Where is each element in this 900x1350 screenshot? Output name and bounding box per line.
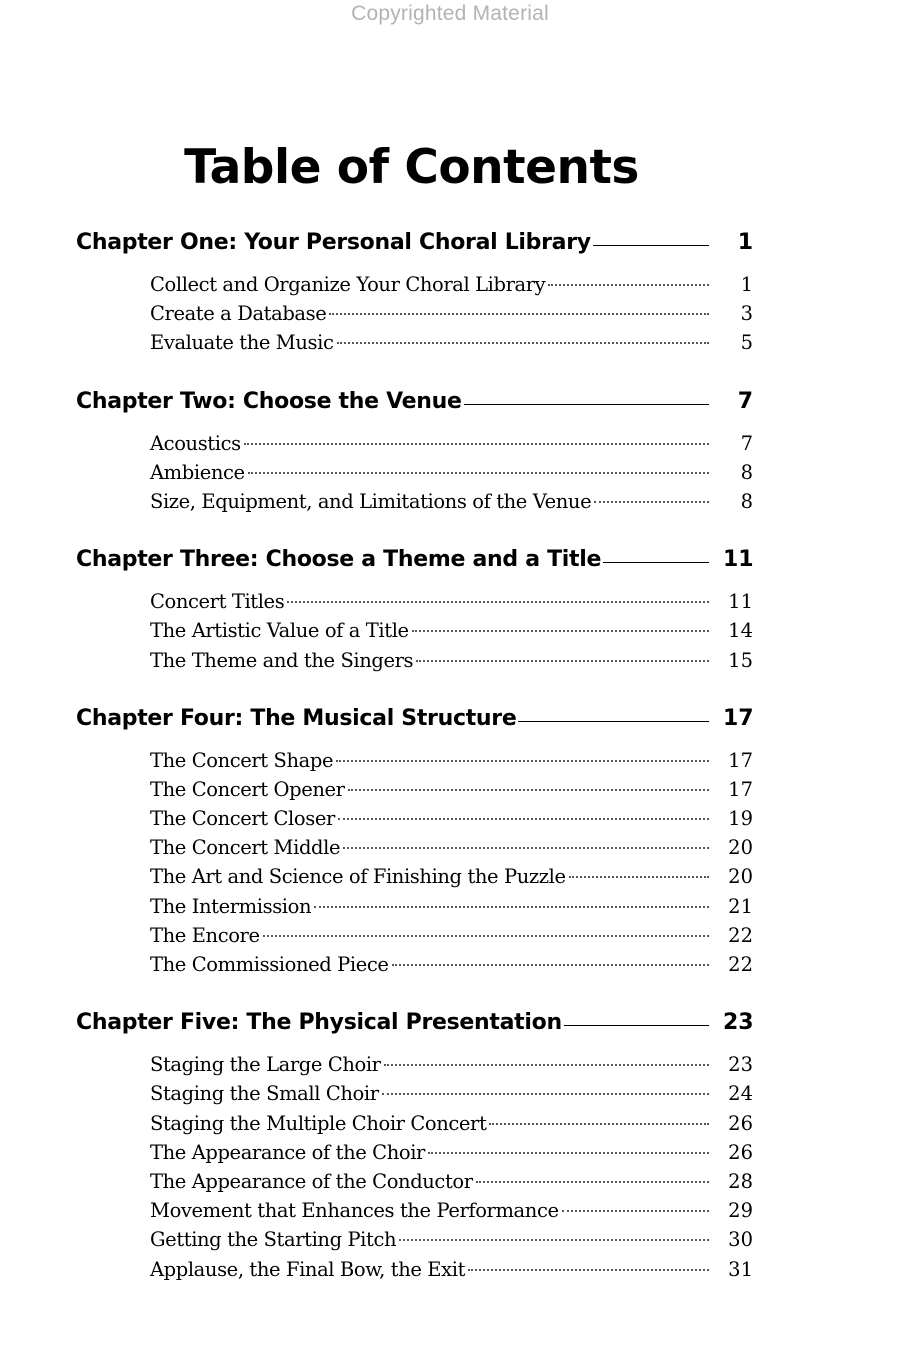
toc-chapter (76, 702, 753, 980)
dot-leader (594, 501, 709, 503)
chapter-page-number: 17 (723, 705, 754, 731)
section-title: Ambience (150, 460, 245, 484)
section-entry[interactable] (150, 616, 753, 645)
section-entry[interactable] (150, 1050, 753, 1079)
chapter-title: Chapter Three: Choose a Theme and a Title (76, 547, 602, 573)
section-page-number: 5 (740, 331, 753, 355)
chapter-leader-line (603, 562, 709, 563)
section-entry[interactable] (150, 804, 753, 833)
section-page-number: 17 (728, 777, 753, 801)
chapter-leader-line (564, 1025, 709, 1026)
section-page-number: 7 (740, 431, 753, 455)
dot-leader (468, 1269, 709, 1271)
section-title: The Concert Shape (150, 748, 334, 772)
section-entry[interactable] (150, 1167, 753, 1196)
section-title: The Appearance of the Conductor (150, 1169, 473, 1193)
dot-leader (263, 935, 709, 937)
chapter-entry[interactable] (76, 385, 753, 419)
dot-leader (244, 443, 709, 445)
section-title: Getting the Starting Pitch (150, 1228, 397, 1252)
section-page-number: 14 (728, 619, 753, 643)
section-title: Acoustics (150, 431, 241, 455)
section-entry[interactable] (150, 950, 753, 979)
section-title: The Intermission (150, 894, 312, 918)
section-entry[interactable] (150, 1255, 753, 1284)
section-list (76, 429, 753, 517)
section-entry[interactable] (150, 646, 753, 675)
section-page-number: 24 (728, 1082, 753, 1106)
dot-leader (562, 1210, 709, 1212)
section-entry[interactable] (150, 1225, 753, 1254)
section-page-number: 20 (728, 836, 753, 860)
section-page-number: 26 (728, 1111, 753, 1135)
toc-chapter (76, 543, 753, 675)
chapter-leader-line (593, 245, 709, 246)
dot-leader (329, 313, 709, 315)
section-page-number: 22 (728, 923, 753, 947)
section-title: Movement that Enhances the Performance (150, 1199, 559, 1223)
section-title: Applause, the Final Bow, the Exit (150, 1257, 466, 1281)
section-page-number: 8 (740, 489, 753, 513)
section-title: Staging the Large Choir (150, 1053, 381, 1077)
dot-leader (428, 1152, 709, 1154)
section-list (76, 746, 753, 980)
chapter-entry[interactable] (76, 226, 753, 260)
section-entry[interactable] (150, 1138, 753, 1167)
dot-leader (384, 1064, 709, 1066)
dot-leader (337, 342, 710, 344)
section-title: The Commissioned Piece (150, 953, 389, 976)
section-page-number: 1 (740, 273, 753, 296)
section-title: Staging the Small Choir (150, 1082, 379, 1106)
section-title: Evaluate the Music (150, 331, 334, 355)
section-entry[interactable] (150, 775, 753, 804)
section-entry[interactable] (150, 328, 753, 357)
chapter-page-number: 11 (723, 547, 754, 573)
section-entry[interactable] (150, 299, 753, 328)
section-page-number: 28 (728, 1169, 753, 1193)
chapter-title: Chapter Four: The Musical Structure (76, 705, 517, 731)
toc-chapter (76, 226, 753, 358)
section-title: The Encore (150, 923, 260, 947)
section-page-number: 21 (728, 894, 753, 918)
section-title: The Artistic Value of a Title (150, 619, 409, 643)
dot-leader (489, 1123, 709, 1125)
section-entry[interactable] (150, 833, 753, 862)
dot-leader (399, 1239, 709, 1241)
section-title: Size, Equipment, and Limitations of the Venue (150, 489, 592, 513)
section-entry[interactable] (150, 587, 753, 616)
section-page-number: 26 (728, 1140, 753, 1164)
section-entry[interactable] (150, 1079, 753, 1108)
section-title: The Theme and the Singers (150, 648, 414, 672)
toc-chapter (76, 385, 753, 517)
dot-leader (416, 660, 709, 662)
dot-leader (476, 1181, 709, 1183)
section-entry[interactable] (150, 487, 753, 516)
dot-leader (548, 284, 709, 286)
chapter-title: Chapter Five: The Physical Presentation (76, 1010, 562, 1036)
chapter-title: Chapter One: Your Personal Choral Library (76, 230, 591, 255)
section-list (76, 1050, 753, 1284)
section-page-number: 30 (728, 1228, 753, 1252)
dot-leader (343, 847, 709, 849)
dot-leader (348, 789, 709, 791)
section-title: The Art and Science of Finishing the Puzzle (150, 865, 566, 889)
section-page-number: 15 (728, 648, 753, 672)
chapter-entry[interactable] (76, 702, 753, 736)
dot-leader (392, 964, 709, 966)
section-page-number: 8 (740, 460, 753, 484)
table-of-contents (76, 226, 753, 1284)
section-page-number: 11 (728, 590, 753, 614)
section-title: Concert Titles (150, 590, 285, 614)
dot-leader (338, 818, 709, 820)
section-page-number: 23 (728, 1053, 753, 1077)
dot-leader (569, 876, 709, 878)
section-title: The Concert Middle (150, 836, 341, 860)
section-title: Collect and Organize Your Choral Library (150, 273, 546, 296)
section-list (76, 270, 753, 358)
section-title: The Appearance of the Choir (150, 1140, 425, 1164)
section-page-number: 31 (728, 1257, 753, 1281)
toc-chapter (76, 1006, 753, 1284)
section-title: Create a Database (150, 302, 327, 326)
chapter-page-number: 23 (723, 1010, 754, 1036)
chapter-page-number: 1 (737, 230, 753, 255)
section-entry[interactable] (150, 1109, 753, 1138)
dot-leader (412, 630, 709, 632)
section-page-number: 17 (728, 748, 753, 772)
section-entry[interactable] (150, 429, 753, 458)
section-page-number: 3 (740, 302, 753, 326)
section-entry[interactable] (150, 892, 753, 921)
chapter-leader-line (464, 404, 709, 405)
section-entry[interactable] (150, 746, 753, 775)
section-entry[interactable] (150, 458, 753, 487)
dot-leader (336, 760, 709, 762)
section-entry[interactable] (150, 921, 753, 950)
section-page-number: 20 (728, 865, 753, 889)
section-entry[interactable] (150, 1196, 753, 1225)
dot-leader (382, 1093, 709, 1095)
section-title: The Concert Closer (150, 807, 335, 831)
section-page-number: 22 (728, 953, 753, 976)
copyright-watermark: Copyrighted Material (351, 2, 549, 25)
dot-leader (248, 472, 709, 474)
section-entry[interactable] (150, 270, 753, 299)
chapter-leader-line (518, 721, 709, 722)
section-list (76, 587, 753, 675)
chapter-entry[interactable] (76, 543, 753, 577)
chapter-title: Chapter Two: Choose the Venue (76, 388, 462, 414)
section-entry[interactable] (150, 862, 753, 891)
page-title: Table of Contents (184, 140, 639, 195)
chapter-page-number: 7 (737, 388, 753, 414)
section-title: Staging the Multiple Choir Concert (150, 1111, 487, 1135)
section-page-number: 19 (728, 807, 753, 831)
section-title: The Concert Opener (150, 777, 345, 801)
dot-leader (314, 906, 709, 908)
section-page-number: 29 (728, 1199, 753, 1223)
dot-leader (287, 601, 709, 603)
chapter-entry[interactable] (76, 1006, 753, 1040)
